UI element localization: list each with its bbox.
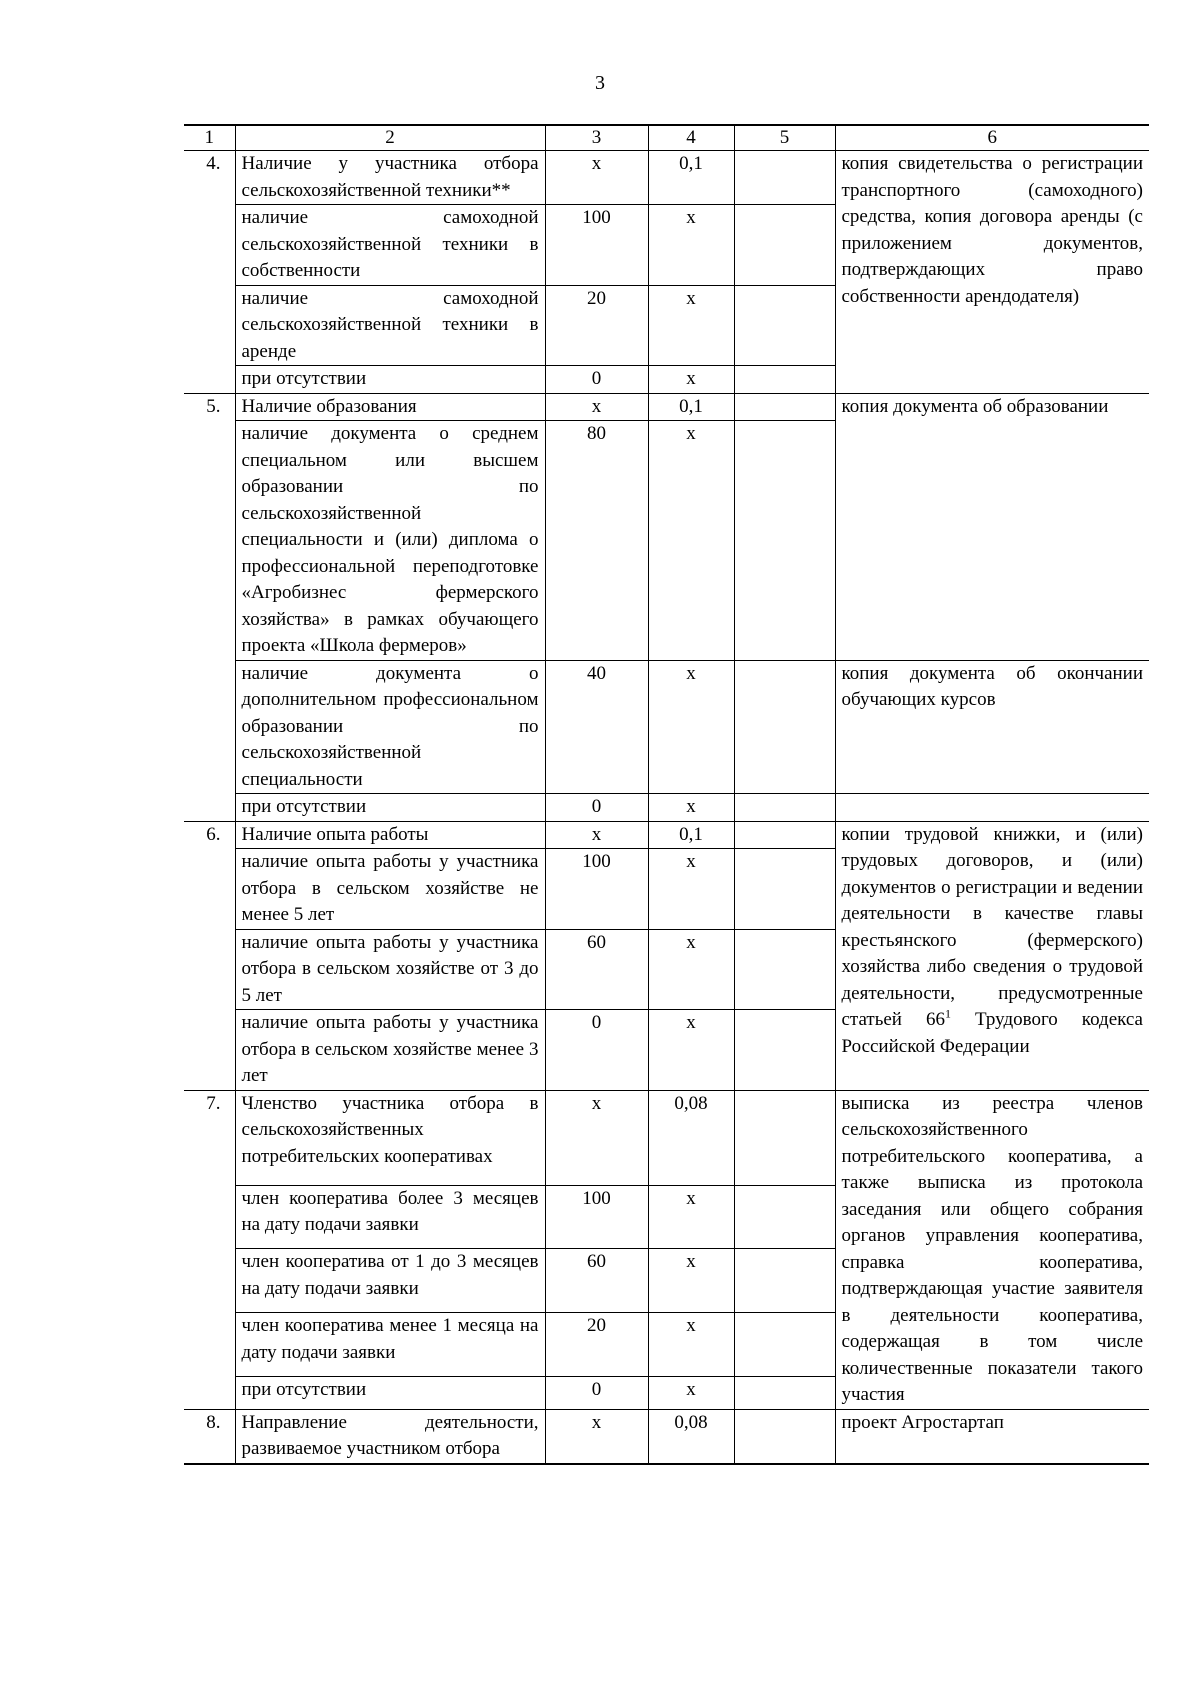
header-col-4: 4: [648, 125, 734, 151]
col5-cell: [734, 205, 835, 286]
weight-cell: х: [648, 1376, 734, 1409]
footnote-superscript: 1: [945, 1006, 951, 1021]
criterion-option: наличие самоходной сельскохозяйственной техники в аренде: [235, 285, 545, 366]
header-col-3: 3: [545, 125, 648, 151]
header-row: [184, 125, 1149, 151]
score-cell: 20: [545, 1313, 648, 1377]
criterion-option: наличие опыта работы у участника отбора в сельском хозяйстве не менее 5 лет: [235, 849, 545, 930]
col5-cell: [734, 421, 835, 661]
score-cell: 100: [545, 205, 648, 286]
col5-cell: [734, 1185, 835, 1249]
score-cell: 60: [545, 929, 648, 1010]
score-cell: 40: [545, 660, 648, 794]
table-row: [184, 151, 1149, 205]
table-row: [184, 794, 1149, 822]
table-row: [184, 393, 1149, 421]
criterion-option: наличие опыта работы у участника отбора в сельском хозяйстве от 3 до 5 лет: [235, 929, 545, 1010]
weight-cell: 0,08: [648, 1090, 734, 1185]
col5-cell: [734, 821, 835, 849]
score-cell: 20: [545, 285, 648, 366]
score-cell: 100: [545, 1185, 648, 1249]
score-cell: х: [545, 1409, 648, 1464]
documents-cell: проект Агростартап: [835, 1409, 1149, 1464]
header-col-1: 1: [184, 125, 235, 151]
col5-cell: [734, 151, 835, 205]
score-cell: 60: [545, 1249, 648, 1313]
col5-cell: [734, 794, 835, 822]
table-row: [184, 660, 1149, 794]
criterion-option: наличие документа о дополнительном профессиональном образовании по сельскохозяйственной специальности: [235, 660, 545, 794]
documents-cell: копия документа об окончании обучающих курсов: [835, 660, 1149, 794]
criterion-title: Наличие у участника отбора сельскохозяйственной техники**: [235, 151, 545, 205]
weight-cell: х: [648, 1249, 734, 1313]
weight-cell: 0,08: [648, 1409, 734, 1464]
col5-cell: [734, 660, 835, 794]
col5-cell: [734, 1249, 835, 1313]
weight-cell: х: [648, 285, 734, 366]
score-cell: 80: [545, 421, 648, 661]
criterion-option: наличие документа о среднем специальном или высшем образовании по сельскохозяйственной специальности и (или) диплома о профессиональной переподготовке «Агробизнес фермерского хозяйства» в рамках обучающего проекта «Школа фермеров»: [235, 421, 545, 661]
documents-cell: копия документа об образовании: [835, 393, 1149, 660]
score-cell: 0: [545, 366, 648, 394]
col5-cell: [734, 1313, 835, 1377]
col5-cell: [734, 849, 835, 930]
criterion-option: при отсутствии: [235, 1376, 545, 1409]
weight-cell: х: [648, 1010, 734, 1091]
score-cell: 0: [545, 1010, 648, 1091]
criterion-option: член кооператива от 1 до 3 месяцев на дату подачи заявки: [235, 1249, 545, 1313]
weight-cell: х: [648, 1313, 734, 1377]
weight-cell: х: [648, 660, 734, 794]
weight-cell: х: [648, 421, 734, 661]
weight-cell: х: [648, 929, 734, 1010]
score-cell: 0: [545, 1376, 648, 1409]
weight-cell: х: [648, 794, 734, 822]
criterion-option: при отсутствии: [235, 794, 545, 822]
score-cell: х: [545, 393, 648, 421]
col5-cell: [734, 929, 835, 1010]
documents-text: копии трудовой книжки, и (или) трудовых договоров, и (или) документов о регистрации и ведении деятельности в качестве главы крестьянского (фермерского) хозяйства либо сведения о трудовой деятельности, предусмотренные статьей 66: [841, 823, 1143, 1030]
col5-cell: [734, 1090, 835, 1185]
table-row: [184, 1409, 1149, 1464]
weight-cell: 0,1: [648, 821, 734, 849]
score-cell: х: [545, 151, 648, 205]
table-row: [184, 821, 1149, 849]
documents-cell: копия свидетельства о регистрации транспортного (самоходного) средства, копия договора аренды (с приложением документов, подтверждающих право собственности арендодателя): [835, 151, 1149, 394]
score-cell: 0: [545, 794, 648, 822]
documents-cell: [835, 794, 1149, 822]
criterion-title: Членство участника отбора в сельскохозяйственных потребительских кооперативах: [235, 1090, 545, 1185]
criterion-option: член кооператива более 3 месяцев на дату подачи заявки: [235, 1185, 545, 1249]
col5-cell: [734, 366, 835, 394]
criterion-title: Наличие опыта работы: [235, 821, 545, 849]
row-number: 8.: [184, 1409, 235, 1464]
table-row: [184, 1090, 1149, 1185]
score-cell: х: [545, 1090, 648, 1185]
weight-cell: х: [648, 205, 734, 286]
weight-cell: 0,1: [648, 393, 734, 421]
header-col-2: 2: [235, 125, 545, 151]
criterion-option: при отсутствии: [235, 366, 545, 394]
criterion-option: член кооператива менее 1 месяца на дату подачи заявки: [235, 1313, 545, 1377]
row-number: 4.: [184, 151, 235, 394]
criteria-table: [184, 124, 1149, 1465]
col5-cell: [734, 1409, 835, 1464]
documents-cell: [835, 821, 1149, 1090]
row-number: 5.: [184, 393, 235, 821]
weight-cell: х: [648, 849, 734, 930]
weight-cell: 0,1: [648, 151, 734, 205]
score-cell: х: [545, 821, 648, 849]
documents-text-end: Трудового кодекса Российской Федерации: [841, 1009, 1143, 1057]
header-col-6: 6: [835, 125, 1149, 151]
row-number: 6.: [184, 821, 235, 1090]
score-cell: 100: [545, 849, 648, 930]
weight-cell: х: [648, 1185, 734, 1249]
criterion-title: Направление деятельности, развиваемое участником отбора: [235, 1409, 545, 1464]
row-number: 7.: [184, 1090, 235, 1409]
criterion-option: наличие самоходной сельскохозяйственной техники в собственности: [235, 205, 545, 286]
col5-cell: [734, 393, 835, 421]
header-col-5: 5: [734, 125, 835, 151]
col5-cell: [734, 285, 835, 366]
col5-cell: [734, 1010, 835, 1091]
documents-cell: выписка из реестра членов сельскохозяйственного потребительского кооператива, а также выписка из протокола заседания или общего собрания органов управления кооператива, справка кооператива, подтверждающая участие заявителя в деятельности кооператива, содержащая в том числе количественные показатели такого участия: [835, 1090, 1149, 1409]
page-number: 3: [595, 72, 605, 94]
criterion-option: наличие опыта работы у участника отбора в сельском хозяйстве менее 3 лет: [235, 1010, 545, 1091]
weight-cell: х: [648, 366, 734, 394]
col5-cell: [734, 1376, 835, 1409]
criterion-title: Наличие образования: [235, 393, 545, 421]
